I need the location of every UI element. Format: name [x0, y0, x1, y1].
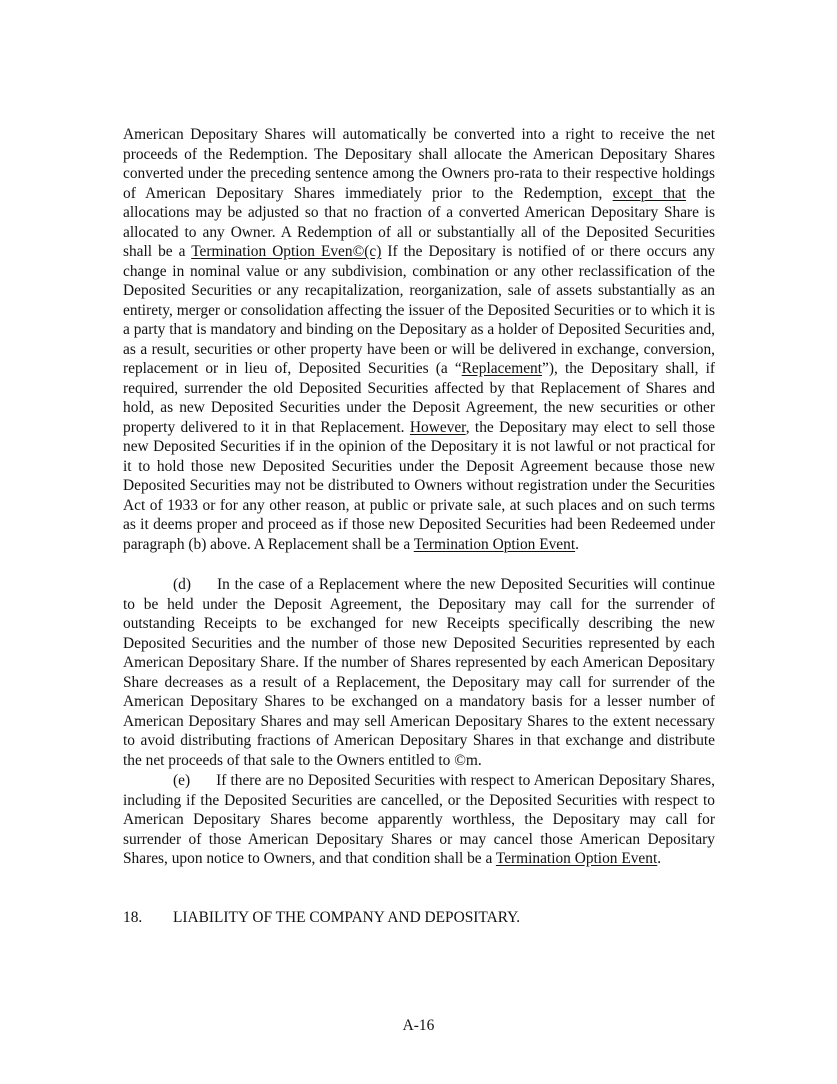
- paragraph-d-label: (d): [173, 576, 191, 593]
- termination-option-event-term-e: Termination Option Event: [495, 850, 658, 867]
- paragraph-e-end: .: [657, 850, 662, 867]
- paragraph-c-text-3: If the Depositary is notified of or there occurs any change in nominal value or any subdivision, combination or any other reclassification of the Deposited Securities or any recapitalization, reorganization, sale of assets substantially as an entirety, merger or consolidation affecting the issuer of the Deposited Securities or to which it is a party that is mandatory and binding on the Depositary as a holder of Deposited Securities and, as a result, securities or other property have been or will be delivered in exchange, conversion, replacement or in lieu of, Deposited Securities (a “: [123, 243, 715, 377]
- replacement-term: Replacement: [461, 360, 543, 377]
- paragraph-d: [123, 575, 715, 770]
- paragraph-c-text-1: American Depositary Shares will automatically be converted into a right to receive the net proceeds of the Redemption. The Depositary shall allocate the American Depositary Shares converted under the preceding sentence among the Owners pro-rata to their respective holdings of American Depositary Shares immediately prior to the Redemption,: [123, 126, 715, 202]
- however-term: However: [409, 418, 466, 436]
- except-that-term: except that: [612, 184, 687, 202]
- paragraph-c-text-4: ”), the Depositary shall, if required, surrender the old Deposited Securities affected by that Replacement of Shares and hold, as new Deposited Securities under the Deposit Agreement, the new securities or other property delivered to it in that Replacement.: [123, 360, 715, 436]
- paragraph-c-text-6: .: [575, 535, 579, 553]
- paragraph-e: [123, 771, 715, 869]
- termination-option-term: Termination Option Even©(c): [191, 243, 382, 260]
- page-number: A-16: [402, 1017, 435, 1034]
- termination-option-event-term: Termination Option Event: [413, 535, 576, 553]
- paragraph-c-text-2: the allocations may be adjusted so that no fraction of a converted American Depositary Share is allocated to any Owner. A Redemption of all or substantially all of the Deposited Securities shall be a: [123, 184, 716, 260]
- paragraph-d-text: In the case of a Replacement where the new Deposited Securities will continue to be held under the Deposit Agreement, the Depositary may call for the surrender of outstanding Receipts to be exchanged for new Receipts specifically describing the new Deposited Securities and the number of those new Deposited Securities represented by each American Depositary Share. If the number of Shares represented by each American Depositary Share decreases as a result of a Replacement, the Depositary may call for surrender of the American Depositary Shares to be exchanged on a mandatory basis for a lesser number of American Depositary Shares and may sell American Depositary Shares to the extent necessary to avoid distributing fractions of American Depositary Shares in that exchange and distribute the net proceeds of that sale to the Owners entitled to ©m.: [123, 576, 715, 769]
- section-title: LIABILITY OF THE COMPANY AND DEPOSITARY.: [173, 909, 521, 926]
- section-heading: [123, 908, 520, 928]
- paragraph-c: [123, 125, 715, 554]
- paragraph-e-label: (e): [173, 772, 191, 789]
- section-number: 18.: [123, 909, 143, 926]
- paragraph-c-text-5: , the Depositary may elect to sell those new Deposited Securities if in the opinion of the Depositary it is not lawful or not practical for it to hold those new Deposited Securities under the Deposit Agreement because those new Deposited Securities may not be distributed to Owners without registration under the Securities Act of 1933 or for any other reason, at public or private sale, at such places and on such terms as it deems proper and proceed as if those new Deposited Securities had been Redeemed under paragraph (b) above. A Replacement shall be a: [123, 418, 715, 553]
- paragraph-e-text: If there are no Deposited Securities with respect to American Depositary Shares, including if the Deposited Securities are cancelled, or the Deposited Securities with respect to American Depositary Shares become apparently worthless, the Depositary may call for surrender of those American Depositary Shares or may cancel those American Depositary Shares, upon notice to Owners, and that condition shall be a: [123, 772, 715, 867]
